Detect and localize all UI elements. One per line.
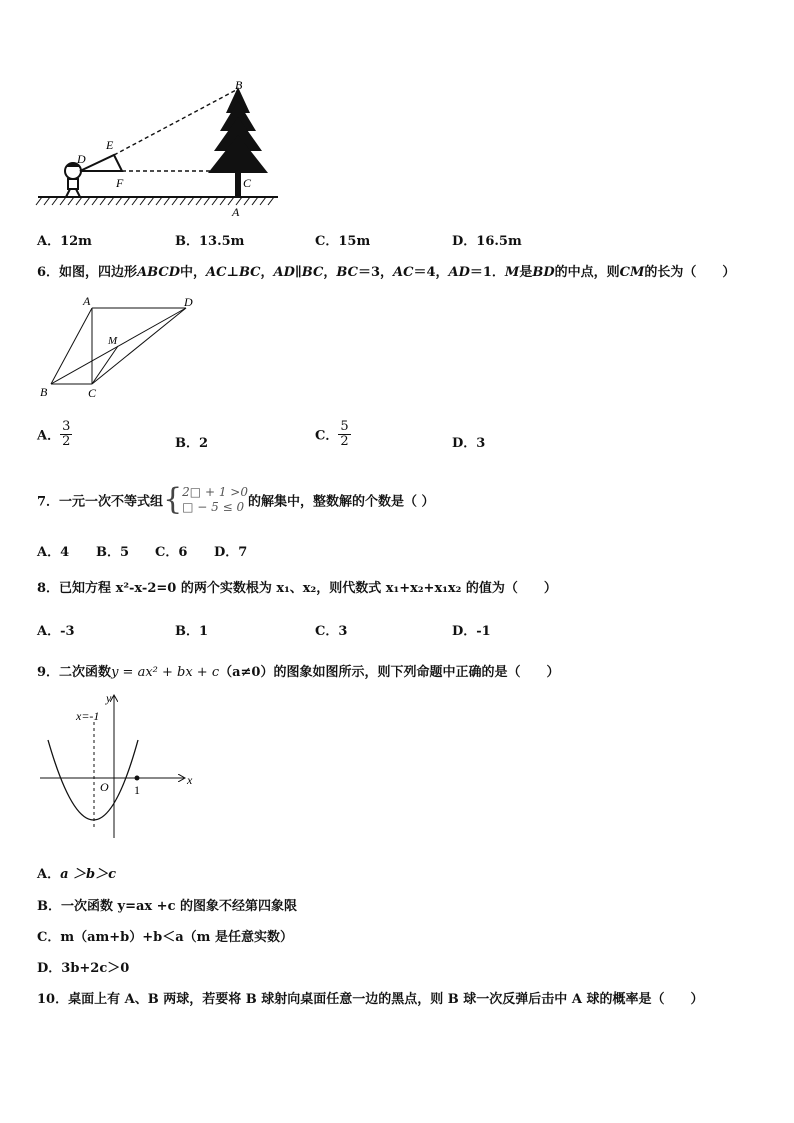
q6-quadrilateral-figure [36,292,206,404]
ground-hatching [36,197,274,205]
q5-option-a[interactable]: A．12m [37,234,92,249]
label-a: A [232,205,240,219]
q5-option-d[interactable]: D．16.5m [452,234,522,249]
q9-option-a[interactable]: A．a ＞b＞c [37,867,117,882]
label-b: B [235,78,243,92]
person-icon [65,163,81,197]
q5-tree-figure [30,75,290,220]
triangle-def [80,155,122,171]
label-c: C [243,176,252,190]
q10-question: 10．桌面上有 A、B 两球，若要将 B 球射向桌面任意一边的黑点，则 B 球一次反弹后击中 A 球的概率是（ ） [37,992,704,1007]
q9-question: 9．二次函数y = ax² + bx + c（a≠0）的图象如图所示，则下列命题中正确的是（ ） [37,665,560,680]
point-one [135,776,140,781]
q8-option-c[interactable]: C．3 [315,624,348,639]
origin-label: O [100,780,109,794]
label-d: D [77,152,86,166]
label-b: B [40,385,48,399]
label-d: D [184,295,193,309]
q7-option-a[interactable]: A．4 [37,545,70,560]
q8-option-d[interactable]: D．-1 [452,624,491,639]
q7-question: 7．一元一次不等式组 { 2□ + 1 >0 □ − 5 ≤ 0 的解集中，整数解的个数是（ ） [37,482,435,517]
q6-option-b[interactable]: B．2 [175,436,209,451]
q5-option-c[interactable]: C．15m [315,234,371,249]
q9-option-c[interactable]: C．m（am+b）+b＜a（m 是任意实数） [37,930,293,945]
tree-icon [208,87,268,197]
q8-question: 8．已知方程 x²-x-2=0 的两个实数根为 x₁、x₂，则代数式 x₁+x₂+x₁x₂ 的值为（ ） [37,581,557,596]
q7-option-c[interactable]: C．6 [155,545,188,560]
q6-option-a[interactable]: A． $\frac{3}{2}$ [37,419,71,449]
label-m: M [108,335,118,347]
label-f: F [116,176,124,190]
label-c: C [88,386,97,400]
q8-option-b[interactable]: B．1 [175,624,209,639]
q9-option-d[interactable]: D．3b+2c＞0 [37,961,130,976]
one-label: 1 [134,783,140,797]
q6-option-d[interactable]: D．3 [452,436,486,451]
q7-option-d[interactable]: D．7 [214,545,248,560]
label-a: A [83,294,91,308]
q7-option-b[interactable]: B．5 [96,545,130,560]
inequality-system: { 2□ + 1 >0 □ − 5 ≤ 0 [163,482,248,517]
q8-option-a[interactable]: A．-3 [37,624,75,639]
q5-option-b[interactable]: B．13.5m [175,234,245,249]
q9-parabola-graph [36,690,206,840]
q6-question: 6．如图，四边形ABCD中，AC⊥BC，AD∥BC，BC＝3，AC＝4，AD＝1．M是BD的中点，则CM的长为（ ） [37,265,736,280]
label-e: E [106,138,114,152]
x-label: x [187,773,193,787]
q9-option-b[interactable]: B．一次函数 y=ax +c 的图象不经第四象限 [37,899,298,914]
y-label: y [106,691,112,705]
parabola-curve [48,740,138,820]
q6-option-c[interactable]: C． $\frac{5}{2}$ [315,419,349,449]
axis-line-label: x=-1 [76,709,100,723]
